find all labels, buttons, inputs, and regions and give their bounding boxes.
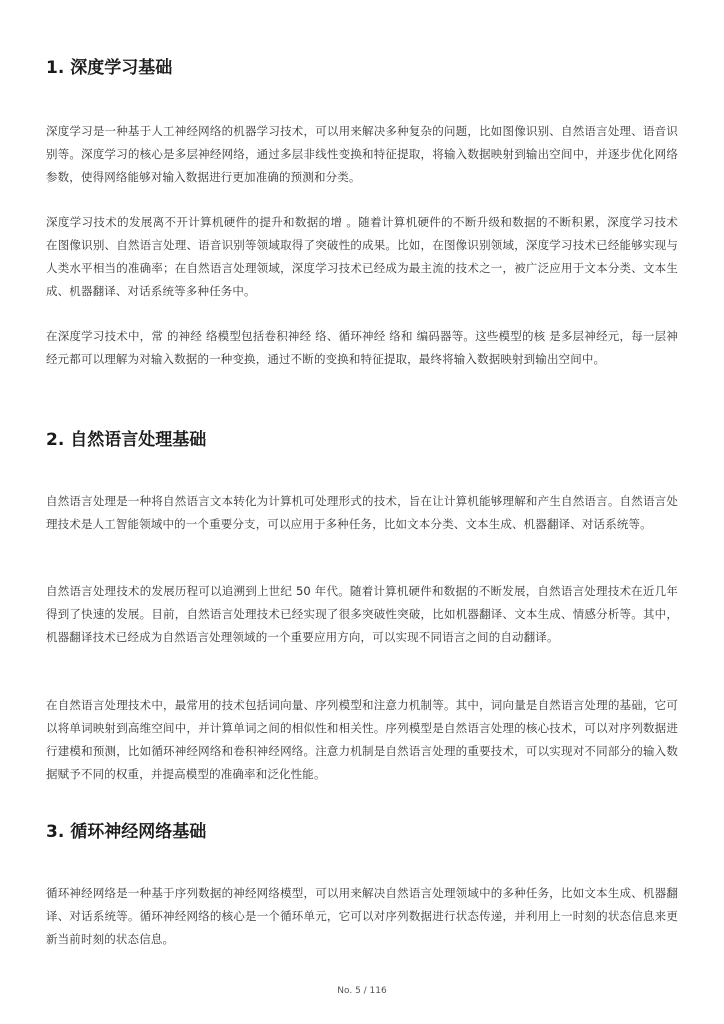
section-heading-2: 2. 自然语言处理基础: [46, 430, 207, 450]
section-1-paragraph-3: 在深度学习技术中，常 的神经 络模型包括卷积神经 络、循环神经 络和 编码器等。这些模型的核 是多层神经元，每一层神经元都可以理解为对输入数据的一种变换，通过不断的变换和特征提取，最终将输入数据映射到输出空间中。: [46, 329, 678, 366]
section-heading-3: 3. 循环神经网络基础: [46, 822, 207, 842]
section-1-paragraph-2: 深度学习技术的发展离不开计算机硬件的提升和数据的增 。随着计算机硬件的不断升级和数据的不断积累，深度学习技术在图像识别、自然语言处理、语音识别等领域取得了突破性的成果。比如，在图像识别领域，深度学习技术已经能够实现与人类水平相当的准确率；在自然语言处理领域，深度学习技术已经成为最主流的技术之一，被广泛应用于文本分类、文本生成、机器翻译、对话系统等多种任务中。: [46, 215, 678, 298]
section-2-paragraph-1: 自然语言处理是一种将自然语言文本转化为计算机可处理形式的技术，旨在让计算机能够理解和产生自然语言。自然语言处理技术是人工智能领域中的一个重要分支，可以应用于多种任务，比如文本分类、文本生成、机器翻译、对话系统等。: [46, 494, 678, 531]
page-number-footer: No. 5 / 116: [337, 986, 387, 996]
section-heading-1: 1. 深度学习基础: [46, 58, 173, 78]
section-1-paragraph-1: 深度学习是一种基于人工神经网络的机器学习技术，可以用来解决多种复杂的问题，比如图像识别、自然语言处理、语音识别等。深度学习的核心是多层神经网络，通过多层非线性变换和特征提取，将输入数据映射到输出空间中，并逐步优化网络参数，使得网络能够对输入数据进行更加准确的预测和分类。: [46, 124, 678, 184]
section-3-paragraph-1: 循环神经网络是一种基于序列数据的神经网络模型，可以用来解决自然语言处理领域中的多种任务，比如文本生成、机器翻译、对话系统等。循环神经网络的核心是一个循环单元，它可以对序列数据进行状态传递，并利用上一时刻的状态信息来更新当前时刻的状态信息。: [46, 886, 678, 946]
section-2-paragraph-2: 自然语言处理技术的发展历程可以追溯到上世纪 50 年代。随着计算机硬件和数据的不断发展，自然语言处理技术在近几年得到了快速的发展。目前，自然语言处理技术已经实现了很多突破性突破，比如机器翻译、文本生成、情感分析等。其中，机器翻译技术已经成为自然语言处理领域的一个重要应用方向，可以实现不同语言之间的自动翻译。: [46, 584, 678, 644]
section-2-paragraph-3: 在自然语言处理技术中，最常用的技术包括词向量、序列模型和注意力机制等。其中，词向量是自然语言处理的基础，它可以将单词映射到高维空间中，并计算单词之间的相似性和相关性。序列模型是自然语言处理的核心技术，可以对序列数据进行建模和预测，比如循环神经网络和卷积神经网络。注意力机制是自然语言处理的重要技术，可以实现对不同部分的输入数据赋予不同的权重，并提高模型的准确率和泛化性能。: [46, 698, 678, 781]
